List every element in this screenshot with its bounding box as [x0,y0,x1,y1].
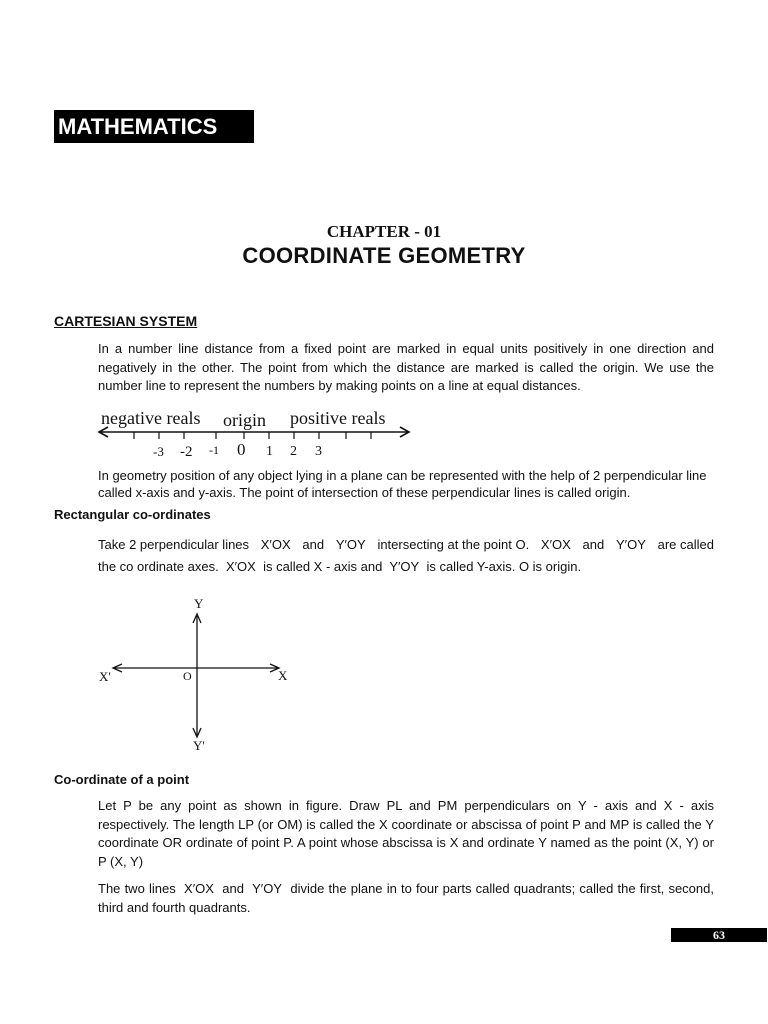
tick-label-neg2: -2 [180,444,193,460]
quadrants-paragraph [98,880,714,917]
tick-label-neg1: -1 [209,443,219,457]
cartesian-paragraph: In a number line distance from a fixed point are marked in equal units positively in one direction and negatively in the other. The point from which the distance are marked is called the origin. We use the number line to represent the numbers by making points on a line at equal distances. [98,341,714,393]
section-heading-cartesian: CARTESIAN SYSTEM [54,313,198,329]
number-line-figure [96,404,416,464]
math-yoy: Y′OY [252,881,283,896]
number-line-ticks [134,432,371,439]
label-origin: O [183,669,192,683]
math-xox: X′OX [260,537,291,552]
math-xox: X′OX [184,881,214,896]
tick-label-0: 0 [237,440,246,459]
label-y-neg: Y' [193,738,205,753]
tick-label-2: 2 [290,444,297,459]
label-x-neg: X' [99,669,111,684]
text-fragment: and [222,881,244,896]
rectangular-line-2 [98,556,714,578]
text-fragment: Take 2 perpendicular lines [98,537,250,552]
math-xox: X′OX [540,537,571,552]
math-yoy: Y′OY [615,537,646,552]
subject-banner: MATHEMATICS [54,110,254,143]
text-fragment: The two lines [98,881,176,896]
text-fragment: the co ordinate axes. [98,559,219,574]
coordinate-point-paragraph: Let P be any point as shown in figure. Draw PL and PM perpendiculars on Y - axis and X - axis respectively. The length LP (or OM) is called the X coordinate or abscissa of point P and MP is called the Y coordinate OR ordinate of point P. A point whose abscissa is X and ordinate Y named as the point (X, Y) or P (X, Y) [98,798,714,869]
coordinate-axes-figure [90,592,300,762]
positive-reals-label: positive reals [290,408,386,428]
text-fragment: is called X - axis and [263,559,383,574]
rectangular-paragraph [98,534,714,578]
text-fragment: divide the plane in to four parts called quadrants; called the first, second, third and fourth quadrants. [98,881,714,915]
math-yoy: Y′OY [335,537,366,552]
chapter-title: COORDINATE GEOMETRY [242,243,526,268]
tick-label-1: 1 [266,444,273,459]
math-xox: X′OX [225,559,256,574]
section-heading-rectangular: Rectangular co-ordinates [54,507,211,522]
text-fragment: and [582,537,605,552]
origin-label: origin [223,410,266,430]
text-fragment: is called Y-axis. O is origin. [426,559,582,574]
text-fragment: and [302,537,325,552]
section-heading-coordinate-point: Co-ordinate of a point [54,772,190,787]
label-x: X [278,668,288,683]
geometry-paragraph: In geometry position of any object lying in a plane can be represented with the help of 2 perpendicular line called x-axis and y-axis. The point of intersection of these perpendicular lines is called origin. [98,468,707,500]
math-yoy: Y′OY [389,559,420,574]
negative-reals-label: negative reals [101,408,201,428]
rectangular-line-1 [98,534,714,556]
page-number: 63 [671,928,767,942]
chapter-label: CHAPTER - 01 [326,222,442,241]
label-y: Y [194,596,204,611]
tick-label-neg3: -3 [153,444,164,459]
tick-label-3: 3 [315,444,322,459]
text-fragment: intersecting at the point O. [377,537,530,552]
text-fragment: are called [657,537,714,552]
